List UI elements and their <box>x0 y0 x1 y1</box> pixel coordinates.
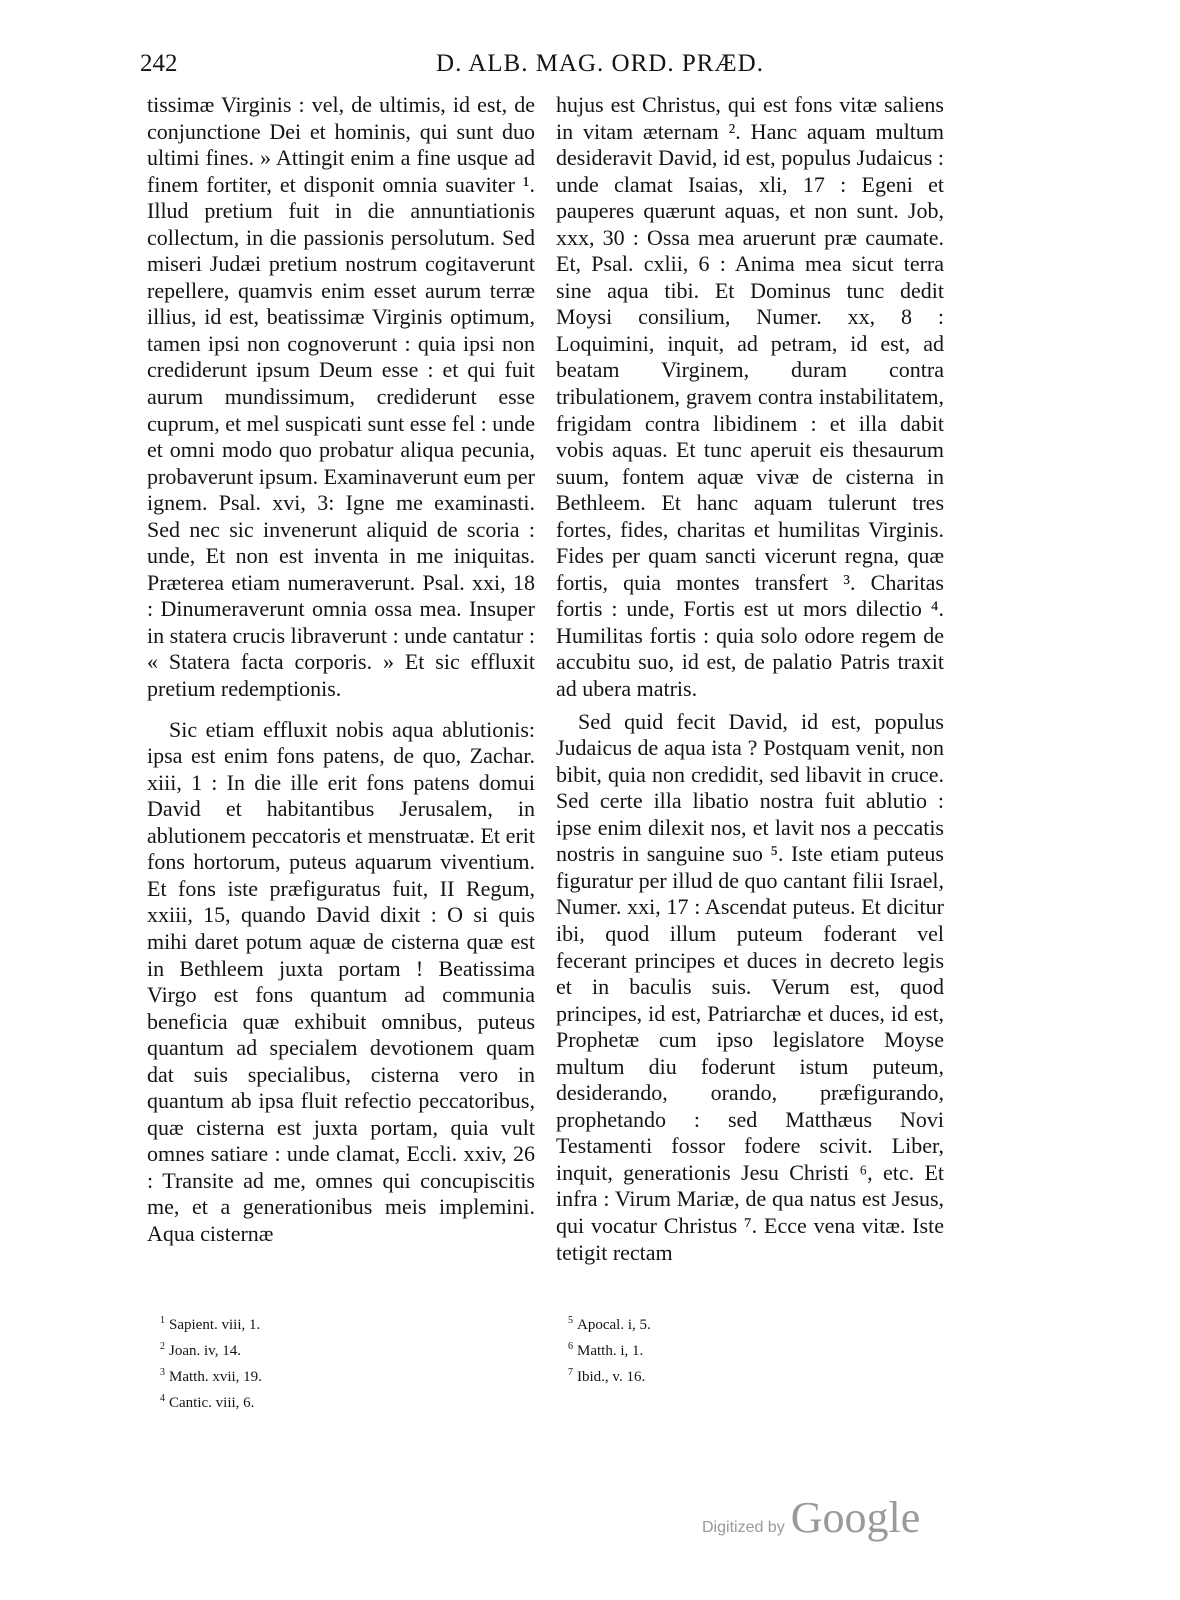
left-paragraph-2: Sic etiam effluxit nobis aqua ablutionis: ipsa est enim fons patens, de quo, Zachar. xiii, 1 : In die ille erit fons patens domui David et habitantibus Jerusalem, in ablutionem peccatoris et menstruatæ. Et erit fons hortorum, puteus aquarum viventium. Et fons iste præfiguratus fuit, II Regum, xxiii, 15, quando David dixit : O si quis mihi daret potum aquæ de cisterna quæ est in Bethleem juxta portam ! Beatissima Virgo est fons quantum ad communia beneficia quæ exhibuit omnibus, puteus quantum ad specialem devotionem quam dat suis specialibus, cisterna vero in quantum ab ipsa fluit refectio peccatoribus, quæ cisterna est juxta portam, quia vult omnes satiare : unde clamat, Eccli. xxiv, 26 : Transite ad me, omnes qui concupiscitis me, et a generationibus meis implemini. Aqua cisternæ <box>147 716 535 1246</box>
running-head: D. ALB. MAG. ORD. PRÆD. <box>436 50 764 77</box>
page-number: 242 <box>140 50 178 77</box>
footnote-text: Joan. iv, 14. <box>169 1343 241 1359</box>
footnote-text: Matth. xvii, 19. <box>169 1369 262 1385</box>
footnote-mark: 7 <box>568 1367 573 1378</box>
google-logo: Google <box>790 1493 921 1542</box>
footnote-mark: 2 <box>160 1341 165 1352</box>
right-paragraph-1: hujus est Christus, qui est fons vitæ saliens in vitam æternam ². Hanc aquam multum desideravit David, id est, populus Judaicus : unde clamat Isaias, xli, 17 : Egeni et pauperes quærunt aquas, et non sunt. Job, xxx, 30 : Ossa mea aruerunt præ caumate. Et, Psal. cxlii, 6 : Anima mea sicut terra sine aqua tibi. Et Dominus tunc dedit Moysi consilium, Numer. xx, 8 : Loquimini, inquit, ad petram, id est, ad beatam Virginem, duram contra tribulationem, gravem contra instabilitatem, frigidam contra libidinem : et illa dabit vobis aquas. Et tunc aperuit eis thesaurum suum, fontem aquæ vivæ de cisterna in Bethleem. Et hanc aquam tulerunt tres fortes, fides, charitas et humilitas Virginis. Fides per quam sancti vicerunt regna, quæ fortis, quia montes transfert ³. Charitas fortis : unde, Fortis est ut mors dilectio ⁴. Humilitas fortis : quia solo odore regem de accubitu suo, id est, de palatio Patris traxit ad ubera matris. <box>556 92 944 702</box>
footnote-text: Sapient. viii, 1. <box>169 1317 261 1333</box>
right-paragraph-2: Sed quid fecit David, id est, populus Judaicus de aqua ista ? Postquam venit, non bibit, quia non credidit, sed libavit in cruce. Sed certe illa libatio nostra fuit ablutio : ipse enim dilexit nos, et lavit nos a peccatis nostris in sanguine suo ⁵. Iste etiam puteus figuratur per illud de quo cantant filii Israel, Numer. xxi, 17 : Ascendat puteus. Et dicitur ibi, quod illum puteum foderant vel fecerant principes et duces in decreto legis et in baculis suis. Verum est, quod principes, id est, Patriarchæ et duces, id est, Prophetæ cum ipso legislatore Moyse multum diu foderunt istum puteum, desiderando, orando, præfigurando, prophetando : sed Matthæus Novi Testamenti fossor fodere scivit. Liber, inquit, generationis Jesu Christi ⁶, etc. Et infra : Virum Mariæ, de qua natus est Jesus, qui vocatur Christus ⁷. Ecce vena vitæ. Iste tetigit rectam <box>556 708 944 1265</box>
left-paragraph-1: tissimæ Virginis : vel, de ultimis, id est, de conjunctione Dei et hominis, qui sunt duo ultimi fines. » Attingit enim a fine usque ad finem fortiter, et disponit omnia suaviter ¹. Illud pretium fuit in die annuntiationis collectum, in die passionis persolutum. Sed miseri Judæi pretium nostrum cogitaverunt repellere, quamvis enim esset aurum terræ illius, id est, beatissimæ Virginis optimum, tamen ipsi non cognoverunt : quia ipsi non crediderunt ipsum Deum esse : et qui fuit aurum mundissimum, crediderunt esse cuprum, et mel suspicati sunt esse fel : unde et omni modo quo probatur aliqua pecunia, probaverunt ipsum. Examinaverunt eum per ignem. Psal. xvi, 3: Igne me examinasti. Sed nec sic invenerunt aliquid de scoria : unde, Et non est inventa in me iniquitas. Præterea etiam numeraverunt. Psal. xxi, 18 : Dinumeraverunt omnia ossa mea. Insuper in statera crucis libraverunt : unde cantatur : « Statera facta corporis. » Et sic effluxit pretium redemptionis. <box>147 92 535 702</box>
digitized-watermark <box>702 1492 920 1543</box>
footnote-mark: 5 <box>568 1315 573 1326</box>
footnote-mark: 1 <box>160 1315 165 1326</box>
footnote <box>160 1336 520 1362</box>
right-column <box>556 92 944 1266</box>
footnote <box>160 1362 520 1388</box>
footnote-text: Apocal. i, 5. <box>577 1317 651 1333</box>
footnote-mark: 4 <box>160 1393 165 1404</box>
footnote-mark: 6 <box>568 1341 573 1352</box>
footnote <box>568 1336 928 1362</box>
left-column <box>147 92 535 1248</box>
page-header <box>0 50 1180 84</box>
footnotes-left <box>160 1310 520 1414</box>
footnote-text: Cantic. viii, 6. <box>169 1395 255 1411</box>
footnote <box>160 1388 520 1414</box>
footnote-mark: 3 <box>160 1367 165 1378</box>
footnote <box>568 1362 928 1388</box>
footnote <box>160 1310 520 1336</box>
footnotes-right <box>568 1310 928 1388</box>
footnote-text: Matth. i, 1. <box>577 1343 644 1359</box>
watermark-prefix: Digitized by <box>702 1519 785 1536</box>
footnote-text: Ibid., v. 16. <box>577 1369 646 1385</box>
footnote <box>568 1310 928 1336</box>
